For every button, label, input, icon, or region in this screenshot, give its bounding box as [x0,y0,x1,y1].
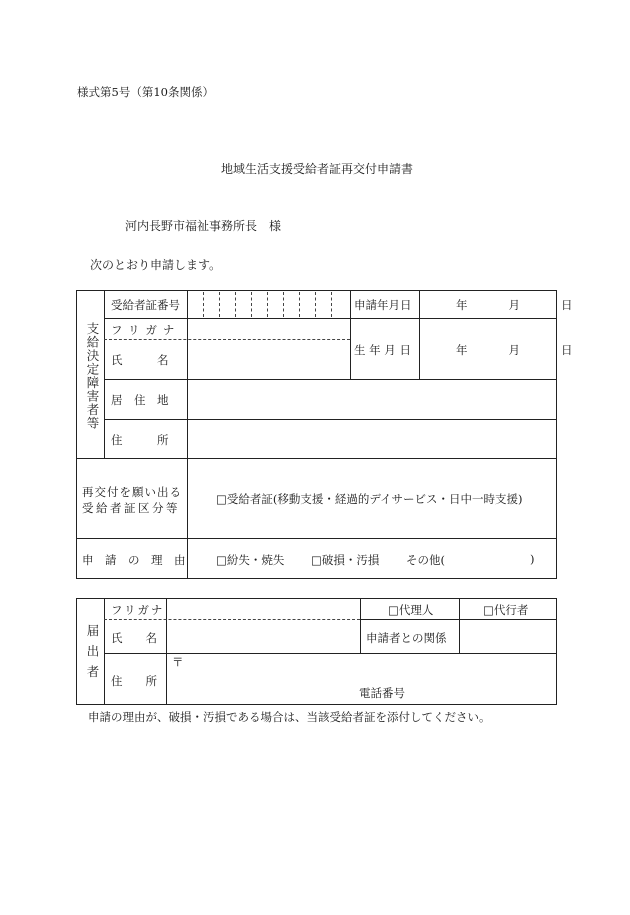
side-label-recipient: 支給決定障害者等 [85,322,100,430]
proxy-checkbox[interactable]: □代行者 [483,603,529,617]
furigana-label: フリガナ [111,323,181,337]
reason-label: 申 請 の 理 由 [82,553,186,567]
reason-option-lost[interactable]: □紛失・焼失 [216,553,285,567]
form-number: 様式第5号（第10条関係） [77,85,214,99]
phone-label: 電話番号 [359,686,405,700]
notifier-address-label: 住 所 [111,674,157,688]
application-date-label: 申請年月日 [354,298,412,312]
reissue-category-label-line1: 再交付を願い出る [82,485,182,499]
intro-text: 次のとおり申請します。 [90,258,222,272]
reason-option-other[interactable]: その他( [406,553,445,567]
footnote: 申請の理由が、破損・汚損である場合は、当該受給者証を添付してください。 [88,710,491,724]
reason-option-other-close: ) [530,552,535,566]
agent-checkbox[interactable]: □代理人 [388,603,434,617]
notifier-name-label: 氏 名 [111,631,157,645]
reissue-category-option[interactable]: □受給者証(移動支援・経過的デイサービス・日中一時支援) [216,492,523,506]
side-label-notifier: 届出者 [85,624,100,686]
postal-mark: 〒 [172,655,184,669]
name-label: 氏 名 [111,353,169,367]
form-title: 地域生活支援受給者証再交付申請書 [221,162,414,176]
residence-label: 居 住 地 [111,393,169,407]
addressee: 河内長野市福祉事務所長 様 [125,219,282,233]
birthdate-value[interactable]: 年 月 日 [456,343,579,357]
birthdate-label: 生 年 月 日 [354,343,411,357]
address-label: 住 所 [111,433,169,447]
relation-label: 申請者との関係 [366,631,447,645]
application-date-value[interactable]: 年 月 日 [456,298,579,312]
reason-option-damaged[interactable]: □破損・汚損 [311,553,380,567]
certificate-number-label: 受給者証番号 [111,298,180,312]
notifier-furigana-label: フリガナ [111,603,165,617]
reissue-category-label-line2: 受給者証区分等 [82,501,180,515]
